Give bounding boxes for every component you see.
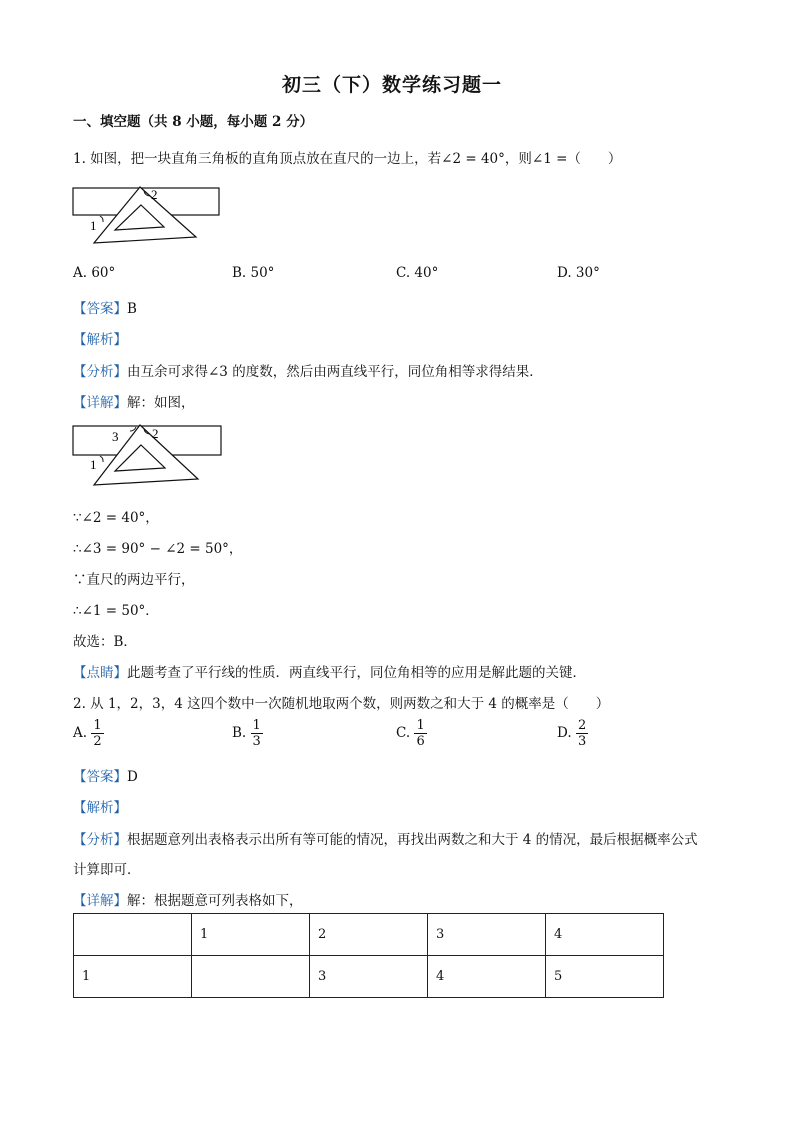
q2-option-b — [232, 718, 263, 749]
q2-answer — [73, 765, 138, 785]
table-cell: 5 — [546, 956, 664, 998]
q2-option-a-fraction: $\frac{1}{2}$ — [93, 718, 102, 749]
q1-step-5: 故选：B． — [73, 634, 137, 650]
q1-fenxi — [73, 360, 543, 380]
fenxi-text: 由互余可求得∠3 的度数，然后由两直线平行，同位角相等求得结果． — [127, 364, 543, 380]
xiangjie-tag: 【详解】 — [73, 395, 127, 411]
sum-table — [73, 913, 664, 998]
q1-xiangjie — [73, 391, 195, 411]
q1-option-d: D. 30° — [557, 265, 600, 281]
table-cell: 1 — [74, 956, 192, 998]
dianjing-tag: 【点睛】 — [73, 665, 127, 681]
q2-option-a-letter: A. — [73, 725, 88, 741]
angle-1-label: 1 — [90, 218, 97, 233]
q2-option-b-fraction: $\frac{1}{3}$ — [252, 718, 261, 749]
q2-fenxi-line2: 计算即可． — [73, 862, 141, 878]
table-cell — [74, 914, 192, 956]
q2-option-c-letter: C. — [396, 725, 411, 741]
table-cell: 1 — [192, 914, 310, 956]
table-cell: 3 — [310, 956, 428, 998]
q1-analysis-tag: 【解析】 — [73, 332, 127, 348]
q1-step-1: ∵∠2 = 40°， — [73, 510, 159, 526]
table-cell: 4 — [546, 914, 664, 956]
q2-option-b-letter: B. — [232, 725, 247, 741]
table-row — [74, 914, 664, 956]
dianjing-text: 此题考查了平行线的性质．两直线平行，同位角相等的应用是解此题的关键． — [127, 665, 586, 681]
angle-3-label: 3 — [112, 429, 119, 444]
ruler-triangle-figure — [72, 183, 232, 245]
angle-2-label: 2 — [152, 426, 159, 441]
table-row — [74, 956, 664, 998]
table-cell: 3 — [428, 914, 546, 956]
table-cell: 4 — [428, 956, 546, 998]
question-1-stem: 1. 如图，把一块直角三角板的直角顶点放在直尺的一边上，若∠2 = 40°，则∠1 =（ ） — [73, 151, 622, 167]
q2-option-c — [396, 718, 427, 749]
q2-option-d — [557, 718, 588, 749]
fenxi-tag: 【分析】 — [73, 364, 127, 380]
angle-1-arc — [100, 216, 103, 222]
q2-option-c-fraction: $\frac{1}{6}$ — [416, 718, 425, 749]
q2-analysis-tag: 【解析】 — [73, 800, 127, 816]
q1-option-b: B. 50° — [232, 265, 275, 281]
page-title: 初三（下）数学练习题一 — [282, 74, 503, 96]
answer-value: D — [127, 769, 138, 785]
ruler-triangle-figure-2 — [72, 421, 232, 487]
question-2-stem: 2. 从 1，2，3，4 这四个数中一次随机地取两个数，则两数之和大于 4 的概率是（ ） — [73, 696, 610, 712]
angle-2-label: 2 — [151, 187, 158, 202]
angle-1-label: 1 — [90, 457, 97, 472]
fenxi-text: 根据题意列出表格表示出所有等可能的情况，再找出两数之和大于 4 的情况，最后根据概率公式 — [127, 832, 698, 848]
q1-option-a: A. 60° — [73, 265, 116, 281]
q2-fenxi — [73, 828, 698, 848]
q1-step-3: ∵直尺的两边平行， — [73, 572, 195, 588]
table-cell — [192, 956, 310, 998]
q1-step-4: ∴∠1 = 50°． — [73, 603, 159, 619]
q2-option-d-letter: D. — [557, 725, 572, 741]
answer-value: B — [127, 301, 137, 317]
xiangjie-tag: 【详解】 — [73, 893, 127, 909]
q1-option-c: C. 40° — [396, 265, 439, 281]
q2-xiangjie — [73, 889, 303, 909]
table-cell: 2 — [310, 914, 428, 956]
q1-step-2: ∴∠3 = 90° − ∠2 = 50°， — [73, 541, 243, 557]
angle-1-arc — [100, 456, 103, 462]
q1-answer — [73, 297, 137, 317]
fenxi-tag: 【分析】 — [73, 832, 127, 848]
q2-option-a — [73, 718, 104, 749]
xiangjie-text: 解：根据题意可列表格如下， — [127, 893, 303, 909]
xiangjie-text: 解：如图， — [127, 395, 195, 411]
answer-tag: 【答案】 — [73, 769, 127, 785]
answer-tag: 【答案】 — [73, 301, 127, 317]
section-heading: 一、填空题（共 8 小题，每小题 2 分） — [73, 114, 314, 130]
q2-option-d-fraction: $\frac{2}{3}$ — [577, 718, 587, 749]
q1-dianjing — [73, 661, 586, 681]
